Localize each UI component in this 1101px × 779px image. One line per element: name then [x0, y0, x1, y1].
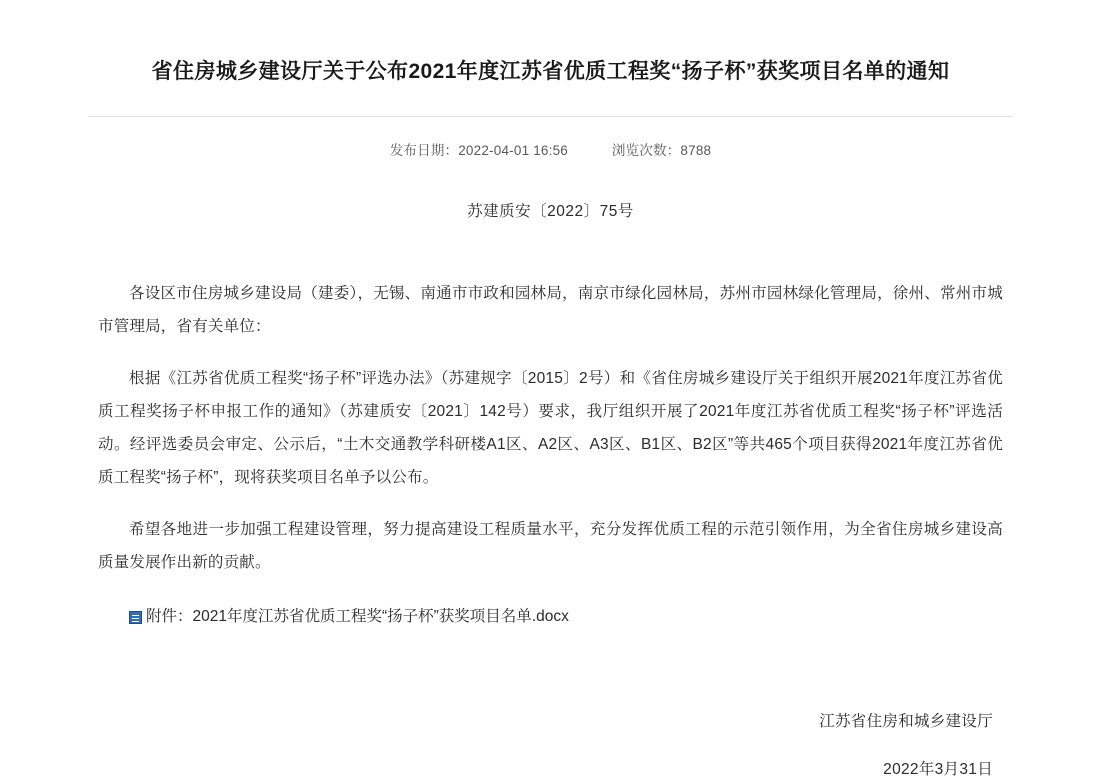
document-number: 苏建质安〔2022〕75号 — [467, 203, 634, 221]
attachment-row[interactable] — [98, 603, 1003, 631]
issuer-signature: 江苏省住房和城乡建设厅 — [819, 713, 993, 731]
document-meta — [88, 139, 1013, 159]
title-divider — [88, 116, 1013, 117]
paragraph-recipients: 各设区市住房城乡建设局（建委），无锡、南通市市政和园林局，南京市绿化园林局，苏州市园林绿化管理局，徐州、常州市城市管理局，省有关单位： — [98, 285, 1003, 336]
page-title: 省住房城乡建设厅关于公布2021年度江苏省优质工程奖“扬子杯”获奖项目名单的通知 — [151, 60, 950, 84]
publish-date: 发布日期：2022-04-01 16:56 — [389, 143, 569, 159]
document-body — [88, 277, 1013, 779]
paragraph-main: 根据《江苏省优质工程奖“扬子杯”评选办法》（苏建规字〔2015〕2号）和《省住房城乡建设厅关于组织开展2021年度江苏省优质工程奖扬子杯申报工作的通知》（苏建质安〔2021〕142号）要求，我厅组织开展了2021年度江苏省优质工程奖“扬子杯”评选活动。经评选委员会审定、公示后，“土木交通教学科研楼A1区、A2区、A3区、B1区、B2区”等共465个项目获得2021年度江苏省优质工程奖“扬子杯”，现将获奖项目名单予以公布。 — [98, 370, 1003, 487]
issue-date: 2022年3月31日 — [883, 761, 993, 779]
docx-file-icon — [129, 611, 142, 624]
view-count: 浏览次数：8788 — [611, 143, 712, 159]
attachment-label[interactable]: 附件：2021年度江苏省优质工程奖“扬子杯”获奖项目名单.docx — [146, 608, 569, 626]
paragraph-closing: 希望各地进一步加强工程建设管理，努力提高建设工程质量水平，充分发挥优质工程的示范引领作用，为全省住房城乡建设高质量发展作出新的贡献。 — [98, 521, 1003, 572]
